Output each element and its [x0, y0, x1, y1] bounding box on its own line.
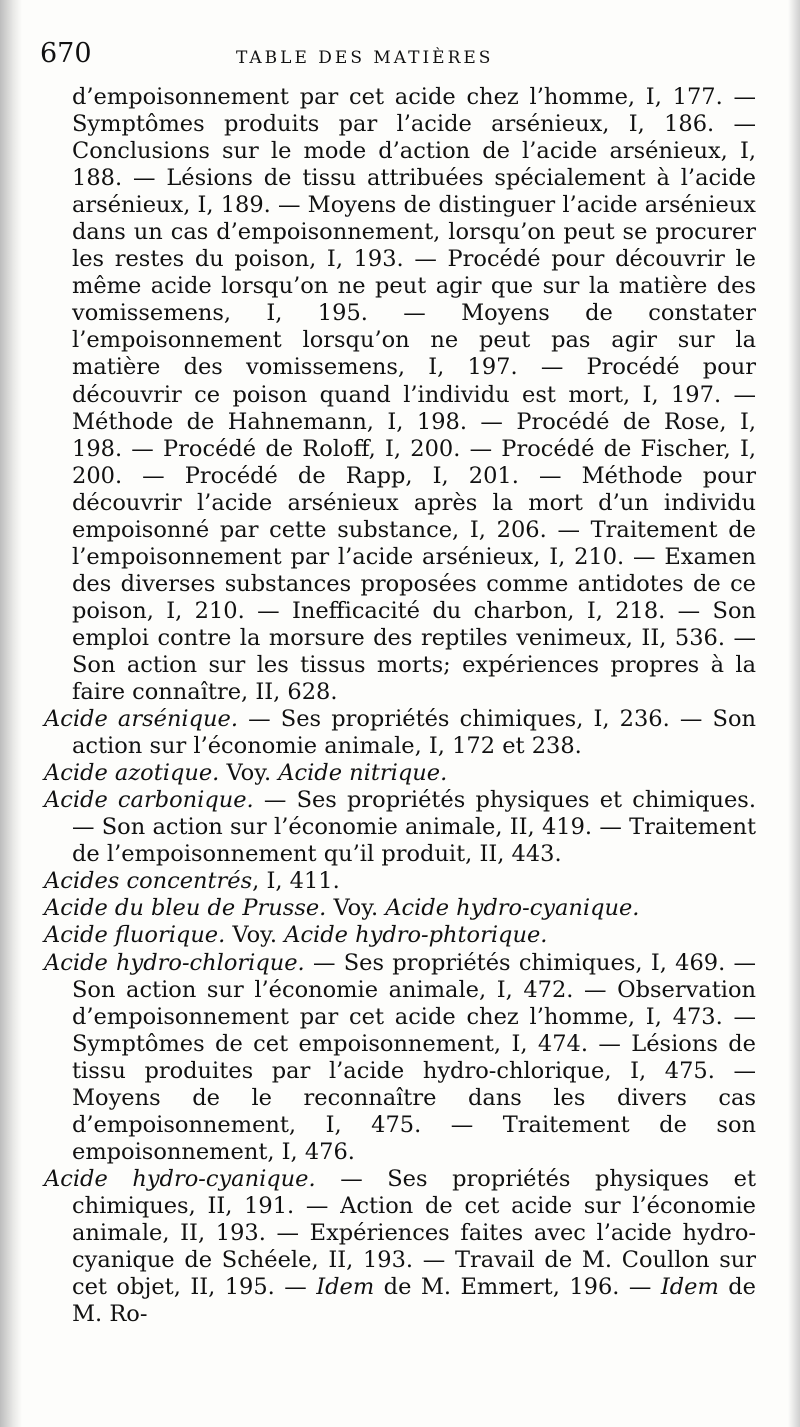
entry-term: Acide fluorique.: [44, 922, 226, 949]
index-entry-acides-concentres: [44, 868, 756, 895]
entry-text: Voy.: [326, 895, 379, 922]
entry-text: — Ses propriétés chimiques, I, 469. — Son action sur l’économie animale, I, 472. — Observation d’empoisonnement par cet acide chez l’homme, I, 473. — Symptômes de cet empoisonnement, I, 474. — Lésions de tissu produites par l’acide hydro-chlorique, I, 475. — Moyens de le reconnaître dans les divers cas d’empoisonnement, I, 475. — Traitement de son empoisonnement, I, 476.: [72, 949, 756, 1165]
entry-term: Acides concentrés: [44, 868, 253, 895]
index-entry-acide-bleu-de-prusse: [44, 895, 756, 922]
entry-text-tail: de M. Ro-: [72, 1274, 756, 1328]
index-entry-continuation: [44, 84, 756, 706]
entry-text: , I, 411.: [252, 868, 340, 895]
index-entry-acide-arsenique: [44, 706, 756, 760]
page-shadow-right: [788, 0, 800, 1427]
index-entry-acide-hydro-cyanique: [44, 1166, 756, 1328]
entry-text: d’empoisonnement par cet acide chez l’homme, I, 177. — Symptômes produits par l’acide arsénieux, I, 186. — Conclusions sur le mode d’action de l’acide arsénieux, I, 188. — Lésions de tissu attribuées spécialement à l’acide arsénieux, I, 189. — Moyens de distinguer l’acide arsénieux dans un cas d’empoisonnement, lorsqu’on peut se procurer les restes du poison, I, 193. — Procédé pour découvrir le même acide lorsqu’on ne peut agir que sur la matière des vomissemens, I, 195. — Moyens de constater l’empoisonnement lorsqu’on ne peut pas agir sur la matière des vomissemens, I, 197. — Procédé pour découvrir ce poison quand l’individu est mort, I, 197. — Méthode de Hahnemann, I, 198. — Procédé de Rose, I, 198. — Procédé de Roloff, I, 200. — Procédé de Fischer, I, 200. — Procédé de Rapp, I, 201. — Méthode pour découvrir l’acide arsénieux après la mort d’un individu empoisonné par cette substance, I, 206. — Traitement de l’empoisonnement par l’acide arsénieux, I, 210. — Examen des diverses substances proposées comme antidotes de ce poison, I, 210. — Inefficacité du charbon, I, 218. — Son emploi contre la morsure des reptiles venimeux, II, 536. — Son action sur les tissus morts; expériences propres à la faire connaître, II, 628.: [72, 84, 756, 706]
running-title: TABLE DES MATIÈRES: [236, 48, 494, 68]
running-head: [36, 38, 756, 78]
index-text: [44, 84, 756, 1328]
index-entry-acide-fluorique: [44, 922, 756, 949]
entry-text: — Ses propriétés physiques et chimiques. — Son action sur l’économie animale, II, 419. — Traitement de l’empoisonnement qu’il produit, II, 443.: [72, 787, 756, 868]
entry-idem: Idem: [660, 1274, 719, 1301]
entry-term: Acide carbonique.: [44, 787, 254, 814]
entry-cross-reference: Acide hydro-cyanique.: [378, 895, 640, 922]
entry-text: — Ses propriétés chimiques, I, 236. — Son action sur l’économie animale, I, 172 et 238.: [72, 706, 757, 760]
entry-text: Voy.: [225, 922, 278, 949]
entry-text: — Ses propriétés physiques et chimiques, II, 191. — Action de cet acide sur l’économie animale, II, 193. — Expériences faites avec l’acide hydro-cyanique de Schéele, II, 193. — Travail de M. Coullon sur cet objet, II, 195. —: [72, 1165, 756, 1301]
entry-term: Acide du bleu de Prusse.: [44, 895, 327, 922]
entry-text-tail: de M. Emmert, 196. —: [374, 1274, 661, 1301]
index-entry-acide-azotique: [44, 760, 756, 787]
page-shadow-left: [0, 0, 22, 1427]
entry-term: Acide hydro-chlorique.: [44, 949, 305, 976]
page-number: 670: [40, 38, 92, 69]
index-entry-acide-hydro-chlorique: [44, 950, 756, 1166]
entry-cross-reference: Acide nitrique.: [271, 760, 448, 787]
entry-term: Acide hydro-cyanique.: [44, 1165, 316, 1192]
entry-term: Acide azotique.: [44, 760, 220, 787]
entry-text: Voy.: [219, 760, 272, 787]
entry-idem: Idem: [316, 1274, 375, 1301]
entry-term: Acide arsénique.: [44, 706, 238, 733]
index-entry-acide-carbonique: [44, 787, 756, 868]
entry-cross-reference: Acide hydro-phtorique.: [277, 922, 548, 949]
